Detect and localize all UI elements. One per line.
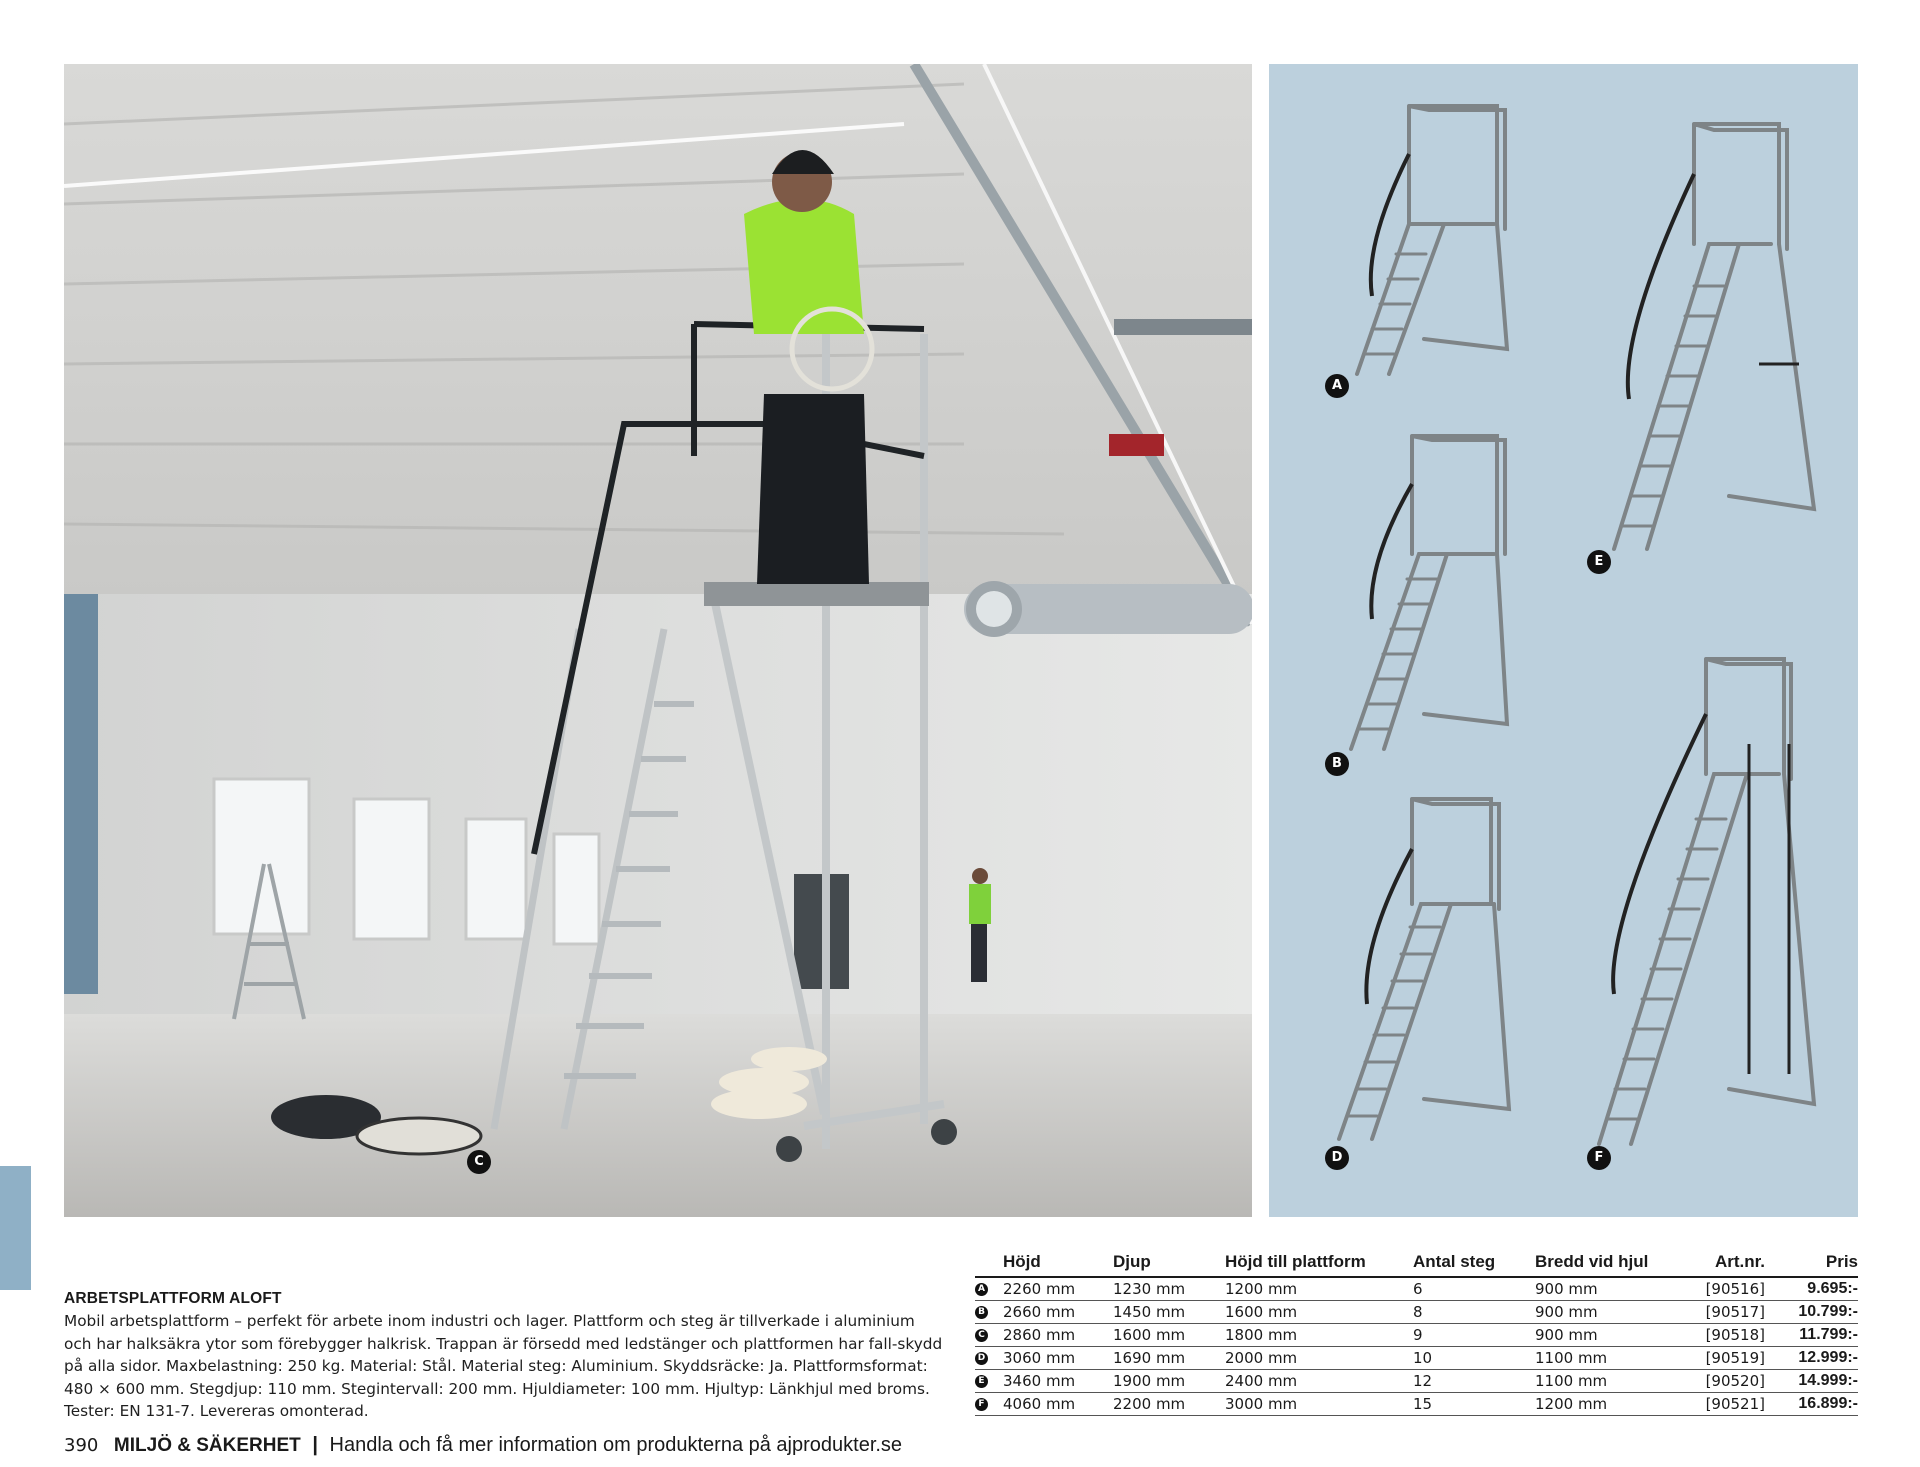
cell-pris: 12.999:-: [1765, 1346, 1858, 1369]
cell-pris: 16.899:-: [1765, 1392, 1858, 1415]
table-row: [975, 1277, 1858, 1300]
row-badge: E: [975, 1375, 988, 1388]
page-number: 390: [64, 1435, 99, 1456]
cell-bredd: 1100 mm: [1535, 1346, 1675, 1369]
cell-plattform: 3000 mm: [1225, 1392, 1413, 1415]
cell-hojd: 4060 mm: [1003, 1392, 1113, 1415]
section-name: MILJÖ & SÄKERHET: [113, 1435, 301, 1456]
cell-djup: 1450 mm: [1113, 1300, 1225, 1323]
cell-hojd: 2260 mm: [1003, 1277, 1113, 1300]
row-badge: B: [975, 1306, 988, 1319]
cell-bredd: 1200 mm: [1535, 1392, 1675, 1415]
cell-bredd: 900 mm: [1535, 1323, 1675, 1346]
row-label: [975, 1369, 1003, 1392]
cell-hojd: 2660 mm: [1003, 1300, 1113, 1323]
row-badge: C: [975, 1329, 988, 1342]
row-badge: D: [975, 1352, 988, 1365]
cell-plattform: 2000 mm: [1225, 1346, 1413, 1369]
page-footer: [64, 1434, 902, 1457]
cell-djup: 1690 mm: [1113, 1346, 1225, 1369]
header-art: Art.nr.: [1675, 1250, 1765, 1277]
header-label: [975, 1250, 1003, 1277]
cell-steg: 8: [1413, 1300, 1535, 1323]
cell-plattform: 1200 mm: [1225, 1277, 1413, 1300]
cell-steg: 12: [1413, 1369, 1535, 1392]
cell-pris: 14.999:-: [1765, 1369, 1858, 1392]
variant-badge-f: F: [1587, 1146, 1611, 1170]
cell-art: [90521]: [1675, 1392, 1765, 1415]
cell-djup: 1230 mm: [1113, 1277, 1225, 1300]
cell-art: [90516]: [1675, 1277, 1765, 1300]
header-djup: Djup: [1113, 1250, 1225, 1277]
cell-bredd: 900 mm: [1535, 1277, 1675, 1300]
row-label: [975, 1392, 1003, 1415]
header-plattform: Höjd till plattform: [1225, 1250, 1413, 1277]
cell-plattform: 1800 mm: [1225, 1323, 1413, 1346]
specs-header-row: [975, 1250, 1858, 1277]
cell-djup: 1900 mm: [1113, 1369, 1225, 1392]
table-row: [975, 1369, 1858, 1392]
header-steg: Antal steg: [1413, 1250, 1535, 1277]
cell-hojd: 3060 mm: [1003, 1346, 1113, 1369]
cell-art: [90520]: [1675, 1369, 1765, 1392]
header-hojd: Höjd: [1003, 1250, 1113, 1277]
table-row: [975, 1392, 1858, 1415]
table-row: [975, 1323, 1858, 1346]
cell-pris: 10.799:-: [1765, 1300, 1858, 1323]
cell-hojd: 2860 mm: [1003, 1323, 1113, 1346]
cell-pris: 9.695:-: [1765, 1277, 1858, 1300]
product-body: Mobil arbetsplattform – perfekt för arbete inom industri och lager. Plattform och steg är tillverkade i aluminium och har halksäkra ytor som förebygger halkrisk. Trappan är försedd med ledstänger och plattformen har fall-skydd på alla sidor. Maxbelastning: 250 kg. Material: Stål. Material steg: Aluminium. Skyddsräcke: Ja. Plattformsformat: 480 × 600 mm. Stegdjup: 110 mm. Stegintervall: 200 mm. Hjuldiameter: 100 mm. Hjultyp: Länkhjul med broms. Tester: EN 131-7. Levereras omonterad.: [64, 1312, 943, 1420]
header-pris: Pris: [1765, 1250, 1858, 1277]
row-badge: A: [975, 1283, 988, 1296]
hero-photo: [64, 64, 1252, 1217]
cell-art: [90518]: [1675, 1323, 1765, 1346]
variant-badge-c: C: [467, 1150, 491, 1174]
variant-badge-d: D: [1325, 1146, 1349, 1170]
cell-steg: 15: [1413, 1392, 1535, 1415]
section-tab: [0, 1166, 31, 1290]
cell-plattform: 2400 mm: [1225, 1369, 1413, 1392]
row-label: [975, 1323, 1003, 1346]
variant-badge-e: E: [1587, 550, 1611, 574]
cell-plattform: 1600 mm: [1225, 1300, 1413, 1323]
footer-separator: |: [312, 1434, 318, 1456]
row-badge: F: [975, 1398, 988, 1411]
cell-steg: 9: [1413, 1323, 1535, 1346]
product-title: ARBETSPLATTFORM ALOFT: [64, 1290, 282, 1307]
table-row: [975, 1300, 1858, 1323]
row-label: [975, 1300, 1003, 1323]
cell-art: [90517]: [1675, 1300, 1765, 1323]
variants-panel: [1269, 64, 1858, 1217]
cell-bredd: 1100 mm: [1535, 1369, 1675, 1392]
product-description: [64, 1290, 944, 1423]
variant-badge-b: B: [1325, 752, 1349, 776]
cell-hojd: 3460 mm: [1003, 1369, 1113, 1392]
specs-table: [975, 1250, 1858, 1416]
cell-djup: 1600 mm: [1113, 1323, 1225, 1346]
cell-steg: 10: [1413, 1346, 1535, 1369]
footer-text: Handla och få mer information om produkterna på ajprodukter.se: [329, 1434, 903, 1456]
header-bredd: Bredd vid hjul: [1535, 1250, 1675, 1277]
cell-art: [90519]: [1675, 1346, 1765, 1369]
variant-badge-a: A: [1325, 374, 1349, 398]
row-label: [975, 1346, 1003, 1369]
cell-bredd: 900 mm: [1535, 1300, 1675, 1323]
table-row: [975, 1346, 1858, 1369]
cell-steg: 6: [1413, 1277, 1535, 1300]
cell-djup: 2200 mm: [1113, 1392, 1225, 1415]
row-label: [975, 1277, 1003, 1300]
cell-pris: 11.799:-: [1765, 1323, 1858, 1346]
